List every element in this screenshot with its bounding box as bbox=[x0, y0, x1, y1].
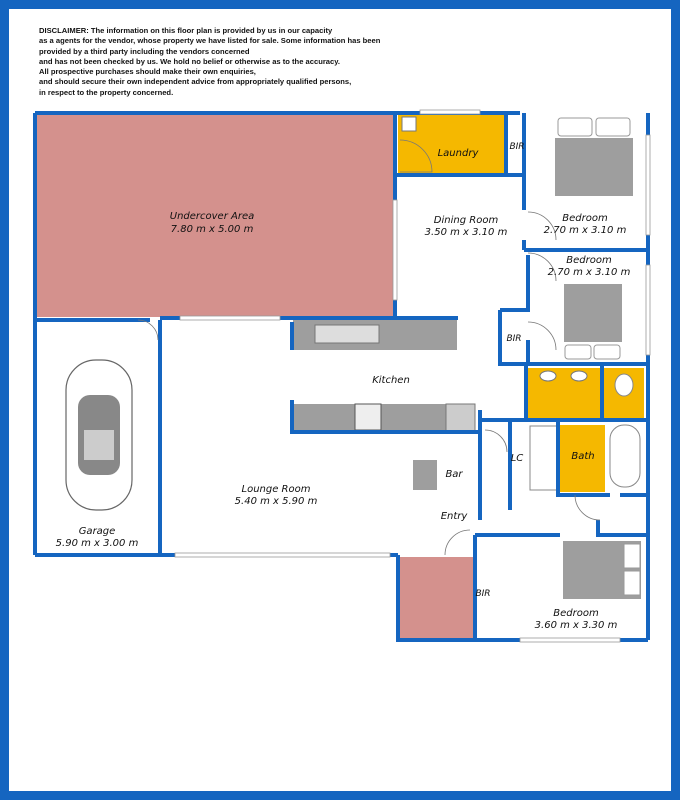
pillow-icon bbox=[624, 571, 640, 595]
bedroom3-size: 3.60 m x 3.30 m bbox=[534, 620, 618, 631]
disclaimer-line: DISCLAIMER: The information on this floor plan is provided by us in our capacity bbox=[39, 26, 333, 35]
fridge-icon bbox=[446, 404, 475, 432]
entry-door[interactable] bbox=[445, 530, 470, 555]
lc-door[interactable] bbox=[485, 430, 507, 452]
disclaimer-line: and should secure their own independent advice from appropriately qualified persons, bbox=[39, 77, 352, 87]
laundry-tub-icon bbox=[402, 117, 416, 131]
bir1-label: BIR bbox=[509, 142, 525, 152]
disclaimer-line: All prospective purchases should make their own enquiries, bbox=[39, 67, 256, 77]
disclaimer-line: as a agents for the vendor, whose property we have listed for sale. Some information has been bbox=[39, 36, 381, 46]
toilet-icon bbox=[615, 374, 633, 396]
bed-icon bbox=[555, 138, 633, 196]
window bbox=[175, 553, 390, 557]
porch-fill bbox=[400, 557, 475, 640]
bedroom2-size: 2.70 m x 3.10 m bbox=[547, 267, 631, 278]
bed-icon bbox=[564, 284, 622, 342]
pillow-icon bbox=[594, 345, 620, 359]
window bbox=[180, 316, 280, 320]
window bbox=[420, 110, 480, 114]
bedroom1-size: 2.70 m x 3.10 m bbox=[543, 225, 627, 236]
window bbox=[646, 265, 650, 355]
bedroom3-label: Bedroom bbox=[553, 608, 599, 619]
lc-label: LC bbox=[510, 453, 524, 464]
dining-label: Dining Room bbox=[433, 215, 499, 226]
car-icon bbox=[66, 360, 132, 510]
vanity-fill bbox=[528, 368, 600, 418]
lounge-size: 5.40 m x 5.90 m bbox=[234, 496, 318, 507]
undercover-label: Undercover Area bbox=[169, 211, 255, 222]
window bbox=[520, 638, 620, 642]
pillow-icon bbox=[558, 118, 592, 136]
sink-icon bbox=[315, 325, 379, 343]
bar-label: Bar bbox=[445, 469, 463, 480]
bir2-door[interactable] bbox=[528, 322, 556, 350]
disclaimer-line: provided by a third party including the vendors concerned bbox=[39, 46, 250, 56]
bath-label: Bath bbox=[571, 451, 595, 462]
disclaimer-line: and has not been checked by us. We hold no belief or otherwise as to the accuracy. bbox=[39, 56, 341, 66]
lounge-label: Lounge Room bbox=[241, 484, 311, 495]
garage-size: 5.90 m x 3.00 m bbox=[55, 538, 139, 549]
basin-icon bbox=[571, 371, 587, 381]
shower-icon bbox=[530, 426, 558, 490]
pillow-icon bbox=[565, 345, 591, 359]
window bbox=[393, 200, 397, 300]
pillow-icon bbox=[624, 544, 640, 568]
dining-size: 3.50 m x 3.10 m bbox=[424, 227, 508, 238]
bath-door[interactable] bbox=[575, 495, 600, 520]
bedroom2-label: Bedroom bbox=[566, 255, 612, 266]
pillow-icon bbox=[596, 118, 630, 136]
disclaimer-line: in respect to the property concerned. bbox=[39, 87, 174, 97]
garage-door[interactable] bbox=[138, 320, 158, 340]
bar-counter bbox=[413, 460, 437, 490]
bathtub-icon bbox=[610, 425, 640, 487]
kitchen-label: Kitchen bbox=[372, 375, 410, 386]
bedroom1-label: Bedroom bbox=[562, 213, 608, 224]
bir2-label: BIR bbox=[506, 334, 522, 344]
laundry-label: Laundry bbox=[437, 148, 479, 159]
undercover-size: 7.80 m x 5.00 m bbox=[170, 224, 254, 235]
basin-icon bbox=[540, 371, 556, 381]
bir3-label: BIR bbox=[475, 589, 491, 599]
cooktop-icon bbox=[355, 404, 381, 430]
entry-label: Entry bbox=[440, 511, 468, 522]
window bbox=[646, 135, 650, 235]
garage-label: Garage bbox=[78, 526, 116, 537]
